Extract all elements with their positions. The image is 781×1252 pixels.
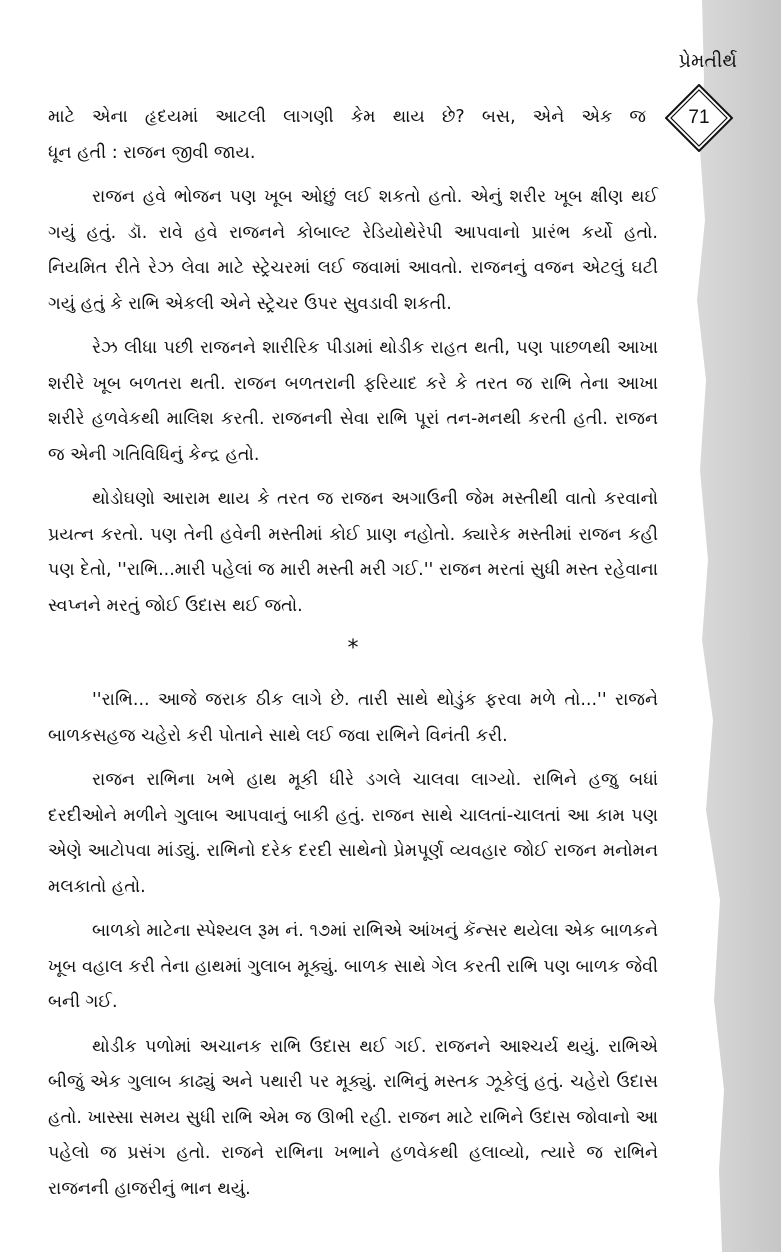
page-number-badge xyxy=(665,84,733,152)
paragraph: થોડીક પળોમાં અચાનક રાભિ ઉદાસ થઈ ગઈ. રાજનને આશ્ચર્ય થયું. રાભિએ બીજું એક ગુલાબ કાઢ્યું અને પથારી પર મૂક્યું. રાભિનું મસ્તક ઝૂકેલું હતું. ચહેરો ઉદાસ હતો. ખાસ્સા સમય સુધી રાભિ એમ જ ઊભી રહી. રાજન માટે રાભિને ઉદાસ જોવાનો આ પહેલો જ પ્રસંગ હતો. રાજને રાભિના ખભાને હળવેકથી હલાવ્યો, ત્યારે જ રાભિને રાજનની હાજરીનું ભાન થયું. xyxy=(48,1036,658,1199)
page-body xyxy=(48,100,658,1216)
paragraph: રાજન હવે ભોજન પણ ખૂબ ઓછું લઈ શકતો હતો. એનું શરીર ખૂબ ક્ષીણ થઈ ગયું હતું. ડૉ. રાવે હવે રાજનને કોબાલ્ટ રેડિયોથેરેપી આપવાનો પ્રારંભ કર્યો હતો. નિયમિત રીતે રેઝ લેવા માટે સ્ટ્રેચરમાં લઈ જવામાં આવતો. રાજનનું વજન એટલું ઘટી ગયું હતું કે રાભિ એકલી એને સ્ટ્રેચર ઉપર સુવડાવી શકતી. xyxy=(48,187,658,314)
page-number: 71 xyxy=(688,107,710,128)
paragraph: રાજન રાભિના ખભે હાથ મૂકી ધીરે ડગલે ચાલવા લાગ્યો. રાભિને હજુ બધાં દરદીઓને મળીને ગુલાબ આપવાનું બાકી હતું. રાજન સાથે ચાલતાં-ચાલતાં આ કામ પણ એણે આટોપવા માંડ્યું. રાભિનો દરેક દરદી સાથેનો પ્રેમપૂર્ણ વ્યવહાર જોઈ રાજન મનોમન મલકાતો હતો. xyxy=(48,770,658,897)
paragraph: થોડોઘણો આરામ થાય કે તરત જ રાજન અગાઉની જેમ મસ્તીથી વાતો કરવાનો પ્રયત્ન કરતો. પણ તેની હવેની મસ્તીમાં કોઈ પ્રાણ નહોતો. ક્યારેક મસ્તીમાં રાજન કહી પણ દેતો, ''રાભિ...મારી પહેલાં જ મારી મસ્તી મરી ગઈ.'' રાજન મરતાં સુધી મસ્ત રહેવાના સ્વપ્નને મરતું જોઈ ઉદાસ થઈ જતો. xyxy=(48,489,658,616)
paragraph: ''રાભિ... આજે જરાક ઠીક લાગે છે. તારી સાથે થોડુંક ફરવા મળે તો...'' રાજને બાળકસહજ ચહેરો કરી પોતાને સાથે લઈ જવા રાભિને વિનંતી કરી. xyxy=(48,690,658,746)
paragraph-opening-rest: ધૂન હતી : રાજન જીવી જાય. xyxy=(48,142,256,163)
section-separator: * xyxy=(347,636,359,661)
book-title: પ્રેમતીર્થ xyxy=(678,50,737,72)
paragraph: બાળકો માટેના સ્પેશ્યલ રૂમ નં. ૧૭માં રાભિએ આંખનું કૅન્સર થયેલા એક બાળકને ખૂબ વહાલ કરી તેના હાથમાં ગુલાબ મૂક્યું. બાળક સાથે ગેલ કરતી રાભિ પણ બાળક જેવી બની ગઈ. xyxy=(48,921,658,1012)
paragraph: રેઝ લીધા પછી રાજનને શારીરિક પીડામાં થોડીક રાહત થતી, પણ પાછળથી આખા શરીરે ખૂબ બળતરા થતી. રાજન બળતરાની ફરિયાદ કરે કે તરત જ રાભિ તેના આખા શરીરે હળવેકથી માલિશ કરતી. રાજનની સેવા રાભિ પૂરાં તન-મનથી કરતી હતી. રાજન જ એની ગતિવિધિનું કેન્દ્ર હતો. xyxy=(48,338,658,465)
paragraph-opening-line: માટે એના હૃદયમાં આટલી લાગણી કેમ થાય છે? બસ, એને એક જ xyxy=(48,107,646,127)
